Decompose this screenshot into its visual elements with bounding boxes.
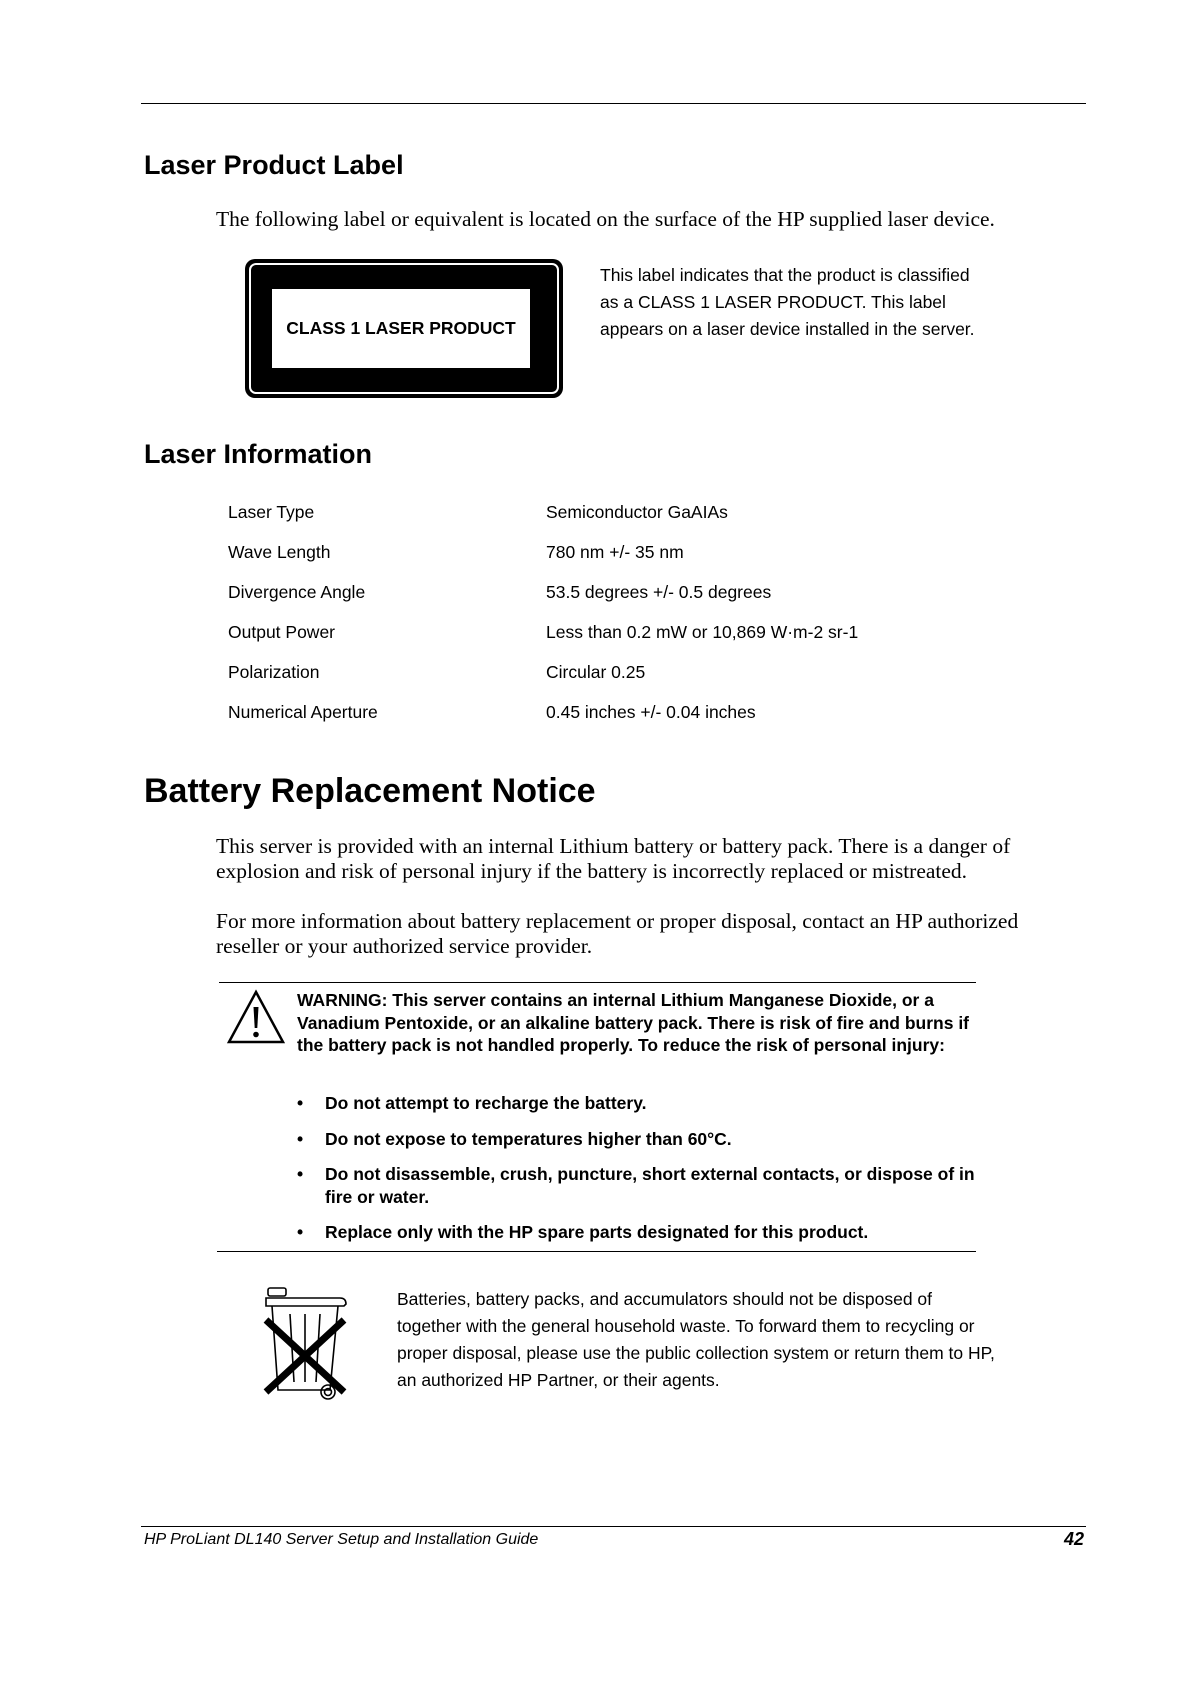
battery-warning-list (297, 1092, 997, 1257)
table-row (228, 582, 858, 622)
laser-type-value: Semiconductor GaAIAs (546, 502, 728, 522)
bullet-text: Do not attempt to recharge the battery. (325, 1093, 647, 1113)
laser-information-heading: Laser Information (144, 439, 373, 469)
battery-notice-para1: This server is provided with an internal Lithium battery or battery pack. There is a danger of explosion and risk of personal injury if the battery is incorrectly replaced or mistreated. (216, 834, 1011, 883)
bullet-text: Replace only with the HP spare parts designated for this product. (325, 1222, 869, 1242)
laser-label-description: This label indicates that the product is classified as a CLASS 1 LASER PRODUCT. This label appears on a laser device installed in the server. (600, 265, 975, 339)
bullet-dot: • (297, 1093, 304, 1113)
battery-warning-text: WARNING: This server contains an internal Lithium Manganese Dioxide, or a Vanadium Pentoxide, or an alkaline battery pack. There is risk of fire and burns if the battery pack is not handled properly. To reduce the risk of personal injury: (297, 990, 970, 1055)
warning-triangle-icon (226, 989, 286, 1045)
wave-length-key: Wave Length (228, 542, 331, 562)
laser-information-table (228, 502, 858, 742)
polarization-value: Circular 0.25 (546, 662, 646, 682)
laser-product-label-heading: Laser Product Label (144, 150, 404, 180)
battery-notice-heading: Battery Replacement Notice (144, 772, 596, 810)
laser-label-intro: The following label or equivalent is located on the surface of the HP supplied laser device. (216, 207, 995, 231)
numerical-aperture-value: 0.45 inches +/- 0.04 inches (546, 702, 756, 722)
table-row (228, 502, 858, 542)
list-item (297, 1221, 997, 1244)
footer-rule (141, 1526, 1086, 1527)
polarization-key: Polarization (228, 662, 320, 682)
table-row (228, 622, 858, 662)
bullet-dot: • (297, 1128, 304, 1149)
class1-laser-label-text: CLASS 1 LASER PRODUCT (272, 289, 530, 368)
bullet-dot: • (297, 1222, 304, 1242)
footer-page-number: 42 (1063, 1529, 1084, 1549)
bullet-dot: • (297, 1164, 304, 1184)
table-row (228, 542, 858, 582)
list-item (297, 1128, 997, 1151)
divergence-angle-value: 53.5 degrees +/- 0.5 degrees (546, 582, 772, 602)
output-power-key: Output Power (228, 622, 335, 642)
output-power-value: Less than 0.2 mW or 10,869 W·m-2 sr-1 (546, 622, 859, 642)
list-item (297, 1163, 997, 1208)
table-row (228, 662, 858, 702)
numerical-aperture-key: Numerical Aperture (228, 702, 378, 722)
warning-top-rule (219, 982, 976, 983)
warning-bottom-rule (217, 1251, 976, 1252)
class1-laser-label (245, 259, 563, 398)
bullet-text: Do not expose to temperatures higher than 60°C. (325, 1128, 732, 1149)
table-row (228, 702, 858, 742)
wave-length-value: 780 nm +/- 35 nm (546, 542, 684, 562)
header-rule (141, 103, 1086, 104)
crossed-out-wheelie-bin-icon (260, 1284, 354, 1402)
footer-document-title: HP ProLiant DL140 Server Setup and Installation Guide (144, 1531, 539, 1548)
battery-disposal-text: Batteries, battery packs, and accumulators should not be disposed of together with the general household waste. To forward them to recycling or proper disposal, please use the public collection system or return them to HP, an authorized HP Partner, or their agents. (397, 1289, 995, 1390)
list-item (297, 1092, 997, 1115)
battery-notice-para2: For more information about battery replacement or proper disposal, contact an HP authorized reseller or your authorized service provider. (216, 909, 1019, 958)
bullet-text: Do not disassemble, crush, puncture, short external contacts, or dispose of in fire or water. (325, 1164, 975, 1207)
laser-type-key: Laser Type (228, 502, 315, 522)
divergence-angle-key: Divergence Angle (228, 582, 366, 602)
